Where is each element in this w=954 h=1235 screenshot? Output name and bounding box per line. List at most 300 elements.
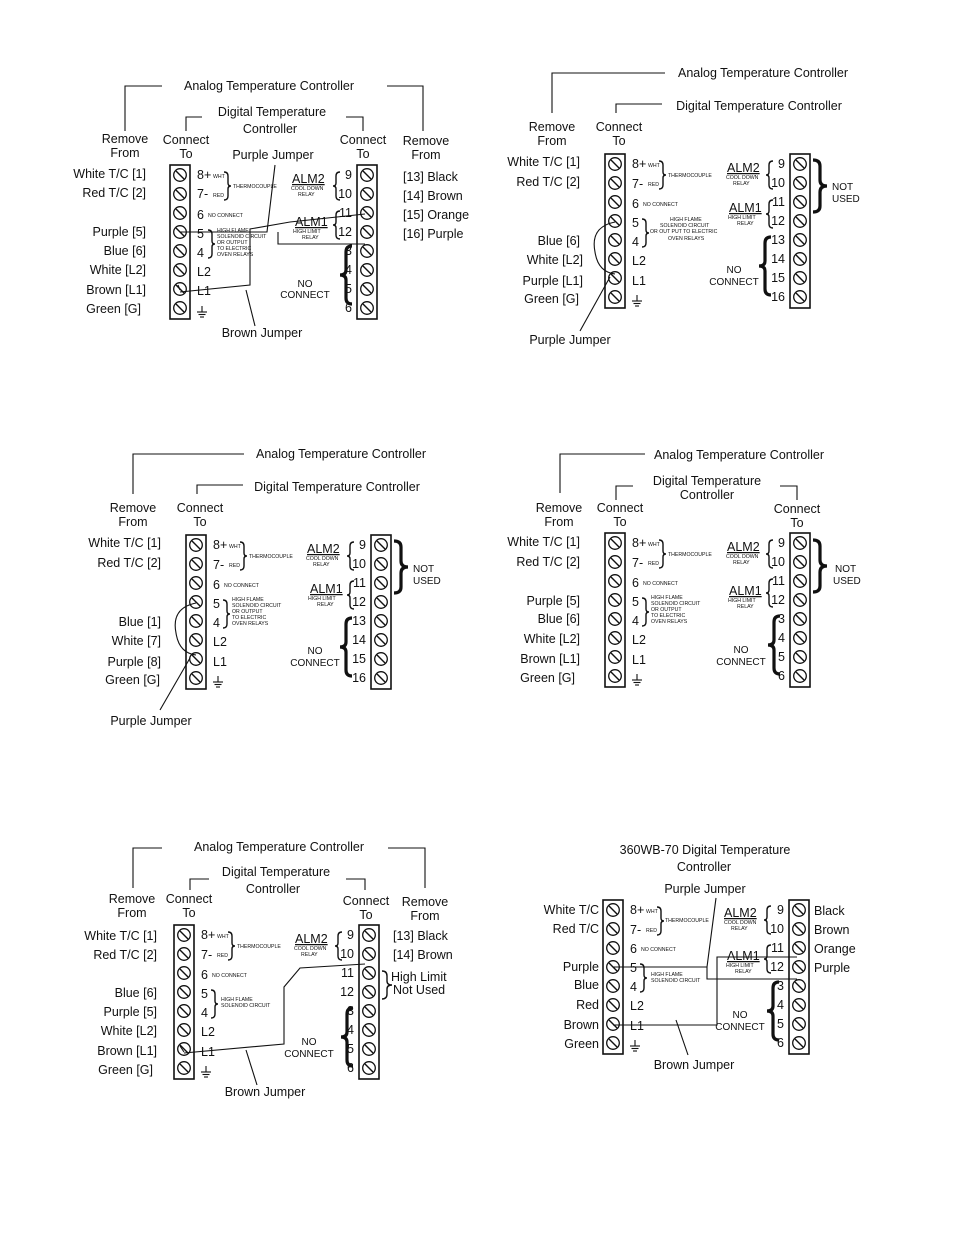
terminal-number: 12 xyxy=(338,225,352,239)
connect-label-1: Connect xyxy=(596,501,644,515)
digital-controller-label-2: Controller xyxy=(679,488,735,502)
terminal-7: 7- xyxy=(632,177,644,191)
digital-controller-label: Digital Temperature Controller xyxy=(254,480,420,494)
terminal-5: 5 xyxy=(632,216,639,230)
wire-label: White T/C xyxy=(543,903,599,917)
connect-label-1: Connect xyxy=(595,120,643,134)
alm2-label: ALM2 xyxy=(727,161,760,175)
alm1-label: ALM1 xyxy=(729,584,762,598)
screw-terminal-icon xyxy=(794,556,807,569)
wire-label: Purple xyxy=(562,960,599,974)
screw-terminal-icon xyxy=(794,575,807,588)
screw-terminal-icon xyxy=(375,653,388,666)
wire-label: Red T/C [2] xyxy=(516,175,580,189)
alm2-label: ALM2 xyxy=(727,540,760,554)
terminal-8: 8+ xyxy=(630,903,645,917)
terminal-7: 7- xyxy=(213,558,225,572)
no-connect-small: NO CONNECT xyxy=(208,213,243,219)
no-connect-small: NO CONNECT xyxy=(643,581,678,587)
terminal-number: 9 xyxy=(777,903,784,917)
thermocouple-brace xyxy=(659,540,666,568)
digital-controller-label-2: Controller xyxy=(242,122,298,136)
wire-label: Blue [1] xyxy=(118,615,161,629)
diagram-5 xyxy=(84,840,453,1099)
terminal-number: 11 xyxy=(772,574,785,588)
wire-label: White [L2] xyxy=(89,263,146,277)
no-connect-label-1: NO xyxy=(732,1010,748,1021)
controller-title-1: 360WB-70 Digital Temperature xyxy=(619,843,791,857)
wire-label: Brown xyxy=(563,1018,599,1032)
cool-down-2: RELAY xyxy=(733,560,750,566)
connect-label-right-2: To xyxy=(356,147,370,161)
screw-terminal-icon xyxy=(794,632,807,645)
wire-label: Blue [6] xyxy=(103,244,146,258)
screw-terminal-icon xyxy=(794,537,807,550)
wire-label: Purple [5] xyxy=(103,1005,157,1019)
wire-label-right: [16] Purple xyxy=(403,227,464,241)
screw-terminal-icon xyxy=(609,253,622,266)
high-flame-3: OR OUT PUT TO ELECTRIC xyxy=(650,229,718,235)
screw-terminal-icon xyxy=(793,942,806,955)
thermocouple-label: THERMOCOUPLE xyxy=(233,184,277,190)
terminal-l2: L2 xyxy=(632,633,646,647)
digital-controller-label: Digital Temperature Controller xyxy=(676,99,842,113)
red-tag: RED xyxy=(217,953,228,959)
terminal-number: 16 xyxy=(771,290,785,304)
no-connect-label-2: CONNECT xyxy=(709,277,759,288)
right-terminal-numbers xyxy=(771,157,785,304)
terminal-5: 5 xyxy=(201,987,208,1001)
no-connect-brace xyxy=(340,618,352,676)
high-flame-4: TO ELECTRIC xyxy=(232,615,267,621)
screw-terminal-icon xyxy=(174,169,187,182)
terminal-number: 3 xyxy=(345,244,352,258)
screw-terminal-icon xyxy=(607,980,620,993)
screw-terminal-icon xyxy=(178,1043,191,1056)
alm2-label: ALM2 xyxy=(295,932,328,946)
analog-bracket xyxy=(560,454,645,493)
no-connect-brace xyxy=(759,237,771,295)
screw-terminal-icon xyxy=(793,1037,806,1050)
high-limit-1: HIGH LIMIT xyxy=(728,215,756,221)
screw-terminal-icon xyxy=(375,539,388,552)
remove-label-1: Remove xyxy=(528,120,576,134)
terminal-6: 6 xyxy=(201,968,208,982)
not-used-2: USED xyxy=(413,576,441,587)
screw-terminal-icon xyxy=(607,1018,620,1031)
wire-label-right: Purple xyxy=(814,961,851,975)
cool-down-2: RELAY xyxy=(301,952,318,958)
terminal-number: 15 xyxy=(771,271,785,285)
wire-label: Red T/C [2] xyxy=(93,948,157,962)
terminal-number: 9 xyxy=(345,168,352,182)
no-connect-label-1: NO xyxy=(297,279,313,290)
cool-down-1: COOL DOWN xyxy=(726,175,759,181)
terminal-8: 8+ xyxy=(632,157,647,171)
digital-bracket-left xyxy=(616,486,633,500)
terminal-8: 8+ xyxy=(213,538,228,552)
terminal-8: 8+ xyxy=(201,928,216,942)
not-used-brace xyxy=(813,160,827,212)
no-connect-label-2: CONNECT xyxy=(290,658,340,669)
screw-terminal-icon xyxy=(794,158,807,171)
no-connect-label-1: NO xyxy=(307,646,323,657)
terminal-number: 10 xyxy=(338,187,352,201)
purple-jumper-label: Purple Jumper xyxy=(110,714,192,728)
high-limit-2: RELAY xyxy=(317,602,334,608)
remove-label-2: From xyxy=(110,146,140,160)
high-flame-brace xyxy=(642,219,649,247)
high-limit-1: HIGH LIMIT xyxy=(728,598,756,604)
screw-terminal-icon xyxy=(793,904,806,917)
digital-controller-label-1: Digital Temperature xyxy=(217,105,327,119)
analog-bracket-right xyxy=(387,86,423,131)
connect-label-right-1: Connect xyxy=(773,502,821,516)
connect-label-2: To xyxy=(193,515,207,529)
diagram-4 xyxy=(507,448,861,687)
wht-tag: WHT xyxy=(646,909,658,915)
connect-label-1: Connect xyxy=(162,133,210,147)
wire-label: Brown [L1] xyxy=(520,652,580,666)
wire-label-right: Orange xyxy=(814,942,856,956)
connect-label-2: To xyxy=(182,906,196,920)
digital-bracket-right xyxy=(346,117,363,131)
high-flame-brace xyxy=(640,964,647,992)
screw-terminal-icon xyxy=(793,980,806,993)
high-flame-brace xyxy=(208,230,215,258)
wire-label: Green [G] xyxy=(105,673,160,687)
screw-terminal-icon xyxy=(375,634,388,647)
wire-label: White [7] xyxy=(111,634,161,648)
thermocouple-label: THERMOCOUPLE xyxy=(249,554,293,560)
screw-terminal-icon xyxy=(794,613,807,626)
wire-label: Purple [L1] xyxy=(522,274,583,288)
terminal-4: 4 xyxy=(213,616,220,630)
terminal-number: 3 xyxy=(777,979,784,993)
terminal-8: 8+ xyxy=(197,168,212,182)
screw-terminal-icon xyxy=(793,961,806,974)
high-flame-2: SOLENOID CIRCUIT xyxy=(660,223,710,229)
screw-terminal-icon xyxy=(794,215,807,228)
screw-terminal-icon xyxy=(794,253,807,266)
high-flame-1: HIGH FLAME xyxy=(221,997,253,1003)
screw-terminal-icon xyxy=(794,291,807,304)
terminal-l1: L1 xyxy=(630,1019,644,1033)
terminal-number: 4 xyxy=(345,263,352,277)
thermocouple-brace xyxy=(224,172,231,200)
terminal-number: 6 xyxy=(347,1061,354,1075)
terminal-number: 12 xyxy=(340,985,354,999)
purple-jumper-pointer xyxy=(613,898,716,967)
connect-label-1: Connect xyxy=(176,501,224,515)
alm2-label: ALM2 xyxy=(292,172,325,186)
not-used-2: USED xyxy=(832,194,860,205)
terminal-number: 11 xyxy=(772,195,785,209)
screw-terminal-icon xyxy=(609,632,622,645)
terminal-number: 3 xyxy=(347,1004,354,1018)
alm1-label: ALM1 xyxy=(727,949,760,963)
screw-terminal-icon xyxy=(361,207,374,220)
wire-label: White T/C [1] xyxy=(507,155,580,169)
high-limit-1: HIGH LIMIT xyxy=(308,596,336,602)
brown-jumper-pointer xyxy=(246,290,255,326)
terminal-7: 7- xyxy=(632,556,644,570)
ground-symbol xyxy=(632,674,642,685)
remove-label-2: From xyxy=(117,906,147,920)
screw-terminal-icon xyxy=(174,245,187,258)
wire-label: Blue [6] xyxy=(537,234,580,248)
screw-terminal-icon xyxy=(375,577,388,590)
terminal-number: 14 xyxy=(352,633,366,647)
screw-terminal-icon xyxy=(609,215,622,228)
cool-down-2: RELAY xyxy=(313,562,330,568)
terminal-number: 11 xyxy=(341,966,354,980)
wire-label: White T/C [1] xyxy=(73,167,146,181)
brown-jumper-label: Brown Jumper xyxy=(224,1085,306,1099)
terminal-number: 3 xyxy=(778,612,785,626)
high-limit-2: RELAY xyxy=(302,235,319,241)
high-flame-1: HIGH FLAME xyxy=(651,595,683,601)
digital-controller-label-1: Digital Temperature xyxy=(221,865,331,879)
high-flame-4: TO ELECTRIC xyxy=(651,613,686,619)
terminal-l1: L1 xyxy=(197,284,211,298)
screw-terminal-icon xyxy=(793,923,806,936)
ground-symbol xyxy=(197,306,207,317)
terminal-l1: L1 xyxy=(201,1045,215,1059)
high-limit-1: HIGH LIMIT xyxy=(726,963,754,969)
terminal-number: 12 xyxy=(771,593,785,607)
terminal-number: 5 xyxy=(345,282,352,296)
alm2-label: ALM2 xyxy=(307,542,340,556)
analog-bracket xyxy=(133,454,244,494)
connect-label-2: To xyxy=(179,147,193,161)
screw-terminal-icon xyxy=(609,651,622,664)
terminal-number: 9 xyxy=(347,928,354,942)
wire-label: Red xyxy=(576,998,599,1012)
terminal-number: 13 xyxy=(771,233,785,247)
high-flame-2: SOLENOID CIRCUIT xyxy=(651,978,701,984)
not-used-1: NOT xyxy=(832,182,854,193)
analog-controller-label: Analog Temperature Controller xyxy=(193,840,365,854)
wire-label-right: [15] Orange xyxy=(403,208,470,222)
high-flame-3: OR OUTPUT xyxy=(651,607,682,613)
screw-terminal-icon xyxy=(190,558,203,571)
terminal-number: 12 xyxy=(352,595,366,609)
high-flame-5: OVEN RELAYS xyxy=(651,619,688,625)
analog-bracket-right xyxy=(388,848,425,888)
terminal-7: 7- xyxy=(201,948,213,962)
screw-terminal-icon xyxy=(174,264,187,277)
high-limit-2: RELAY xyxy=(737,604,754,610)
terminal-7: 7- xyxy=(630,923,642,937)
terminal-number: 5 xyxy=(347,1042,354,1056)
wht-tag: WHT xyxy=(229,544,241,550)
terminal-l1: L1 xyxy=(213,655,227,669)
wire-label: Purple [5] xyxy=(526,594,580,608)
screw-terminal-icon xyxy=(375,615,388,628)
wire-label: Brown [L1] xyxy=(97,1044,157,1058)
wire-label: White [L2] xyxy=(100,1024,157,1038)
digital-bracket-left xyxy=(190,879,209,890)
alm1-label: ALM1 xyxy=(310,582,343,596)
terminal-number: 10 xyxy=(352,557,366,571)
high-flame-3: OR OUTPUT xyxy=(217,240,248,246)
analog-controller-label: Analog Temperature Controller xyxy=(183,79,355,93)
high-flame-1: HIGH FLAME xyxy=(670,217,702,223)
remove-label-right-1: Remove xyxy=(402,134,450,148)
terminal-number: 5 xyxy=(777,1017,784,1031)
screw-terminal-icon xyxy=(609,575,622,588)
screw-terminal-icon xyxy=(609,594,622,607)
wire-label-right: [14] Brown xyxy=(403,189,463,203)
terminal-number: 10 xyxy=(771,555,785,569)
screw-terminal-icon xyxy=(375,596,388,609)
not-used-2: USED xyxy=(833,576,861,587)
terminal-l2: L2 xyxy=(632,254,646,268)
brown-jumper-pointer xyxy=(246,1050,257,1085)
screw-terminal-icon xyxy=(609,196,622,209)
cool-down-1: COOL DOWN xyxy=(306,556,339,562)
screw-terminal-icon xyxy=(361,169,374,182)
terminal-6: 6 xyxy=(632,576,639,590)
screw-terminal-icon xyxy=(607,942,620,955)
screw-terminal-icon xyxy=(794,670,807,683)
high-limit-2: RELAY xyxy=(737,221,754,227)
remove-label-1: Remove xyxy=(108,892,156,906)
wire-label: Purple [8] xyxy=(107,655,161,669)
no-connect-label-1: NO xyxy=(726,265,742,276)
high-flame-brace xyxy=(642,598,649,626)
no-connect-label-2: CONNECT xyxy=(280,290,330,301)
screw-terminal-icon xyxy=(190,539,203,552)
no-connect-small: NO CONNECT xyxy=(212,973,247,979)
screw-terminal-icon xyxy=(178,1062,191,1075)
cool-down-2: RELAY xyxy=(731,926,748,932)
screw-terminal-icon xyxy=(178,948,191,961)
screw-terminal-icon xyxy=(363,967,376,980)
screw-terminal-icon xyxy=(609,556,622,569)
terminal-4: 4 xyxy=(201,1006,208,1020)
not-used-1: NOT xyxy=(413,564,435,575)
high-flame-1: HIGH FLAME xyxy=(232,597,264,603)
wire-label-right: [13] Black xyxy=(403,170,458,184)
terminal-l2: L2 xyxy=(213,635,227,649)
high-flame-1: HIGH FLAME xyxy=(651,972,683,978)
wire-label: Green [G] xyxy=(520,671,575,685)
terminal-6: 6 xyxy=(630,942,637,956)
wire-label: White T/C [1] xyxy=(84,929,157,943)
screw-terminal-icon xyxy=(793,1018,806,1031)
wire-label: Brown [L1] xyxy=(86,283,146,297)
analog-controller-label: Analog Temperature Controller xyxy=(653,448,825,462)
right-terminal-numbers xyxy=(352,538,366,685)
screw-terminal-icon xyxy=(609,670,622,683)
terminal-4: 4 xyxy=(197,246,204,260)
screw-terminal-icon xyxy=(190,634,203,647)
connect-label-2: To xyxy=(613,515,627,529)
screw-terminal-icon xyxy=(609,177,622,190)
terminal-8: 8+ xyxy=(632,536,647,550)
not-used-brace xyxy=(813,540,827,592)
terminal-5: 5 xyxy=(630,961,637,975)
screw-terminal-icon xyxy=(361,302,374,315)
screw-terminal-icon xyxy=(178,929,191,942)
screw-terminal-icon xyxy=(609,158,622,171)
screw-terminal-icon xyxy=(609,291,622,304)
cool-down-2: RELAY xyxy=(298,192,315,198)
terminal-6: 6 xyxy=(197,208,204,222)
wire-label: Red T/C [2] xyxy=(516,555,580,569)
connect-label-right-2: To xyxy=(790,516,804,530)
screw-terminal-icon xyxy=(363,948,376,961)
high-flame-4: TO ELECTRIC xyxy=(217,246,252,252)
digital-bracket-right xyxy=(346,879,365,890)
screw-terminal-icon xyxy=(174,188,187,201)
purple-jumper-label: Purple Jumper xyxy=(664,882,746,896)
screw-terminal-icon xyxy=(178,1024,191,1037)
remove-label-right-2: From xyxy=(411,148,441,162)
no-connect-label-1: NO xyxy=(733,645,749,656)
screw-terminal-icon xyxy=(375,558,388,571)
screw-terminal-icon xyxy=(607,1037,620,1050)
remove-label-right-1: Remove xyxy=(401,895,449,909)
terminal-5: 5 xyxy=(632,595,639,609)
thermocouple-brace xyxy=(240,542,247,570)
terminal-l2: L2 xyxy=(201,1025,215,1039)
high-flame-2: SOLENOID CIRCUIT xyxy=(232,603,282,609)
screw-terminal-icon xyxy=(178,967,191,980)
diagram-6 xyxy=(544,843,856,1072)
terminal-number: 14 xyxy=(771,252,785,266)
terminal-number: 16 xyxy=(352,671,366,685)
diagram-2 xyxy=(507,66,860,347)
analog-bracket xyxy=(552,73,665,113)
remove-label-1: Remove xyxy=(101,132,149,146)
terminal-number: 11 xyxy=(353,576,366,590)
terminal-6: 6 xyxy=(632,197,639,211)
screw-terminal-icon xyxy=(609,234,622,247)
analog-controller-label: Analog Temperature Controller xyxy=(677,66,849,80)
terminal-l1: L1 xyxy=(632,274,646,288)
cool-down-1: COOL DOWN xyxy=(724,920,757,926)
screw-terminal-icon xyxy=(174,207,187,220)
screw-terminal-icon xyxy=(190,672,203,685)
terminal-number: 4 xyxy=(778,631,785,645)
terminal-5: 5 xyxy=(213,597,220,611)
screw-terminal-icon xyxy=(609,537,622,550)
cool-down-1: COOL DOWN xyxy=(726,554,759,560)
alm1-label: ALM1 xyxy=(295,215,328,229)
thermocouple-label: THERMOCOUPLE xyxy=(668,552,712,558)
cool-down-1: COOL DOWN xyxy=(291,186,324,192)
digital-controller-label-2: Controller xyxy=(245,882,301,896)
cool-down-2: RELAY xyxy=(733,181,750,187)
cool-down-1: COOL DOWN xyxy=(294,946,327,952)
terminal-number: 6 xyxy=(777,1036,784,1050)
ground-symbol xyxy=(213,676,223,687)
ground-symbol xyxy=(201,1066,211,1077)
screw-terminal-icon xyxy=(607,923,620,936)
terminal-number: 9 xyxy=(778,536,785,550)
high-flame-brace xyxy=(211,990,218,1018)
terminal-number: 5 xyxy=(778,650,785,664)
screw-terminal-icon xyxy=(361,283,374,296)
ground-symbol xyxy=(630,1040,640,1051)
wire-label: Green [G] xyxy=(98,1063,153,1077)
terminal-6: 6 xyxy=(213,578,220,592)
high-flame-2: SOLENOID CIRCUIT xyxy=(217,234,267,240)
purple-jumper-label: Purple Jumper xyxy=(529,333,611,347)
